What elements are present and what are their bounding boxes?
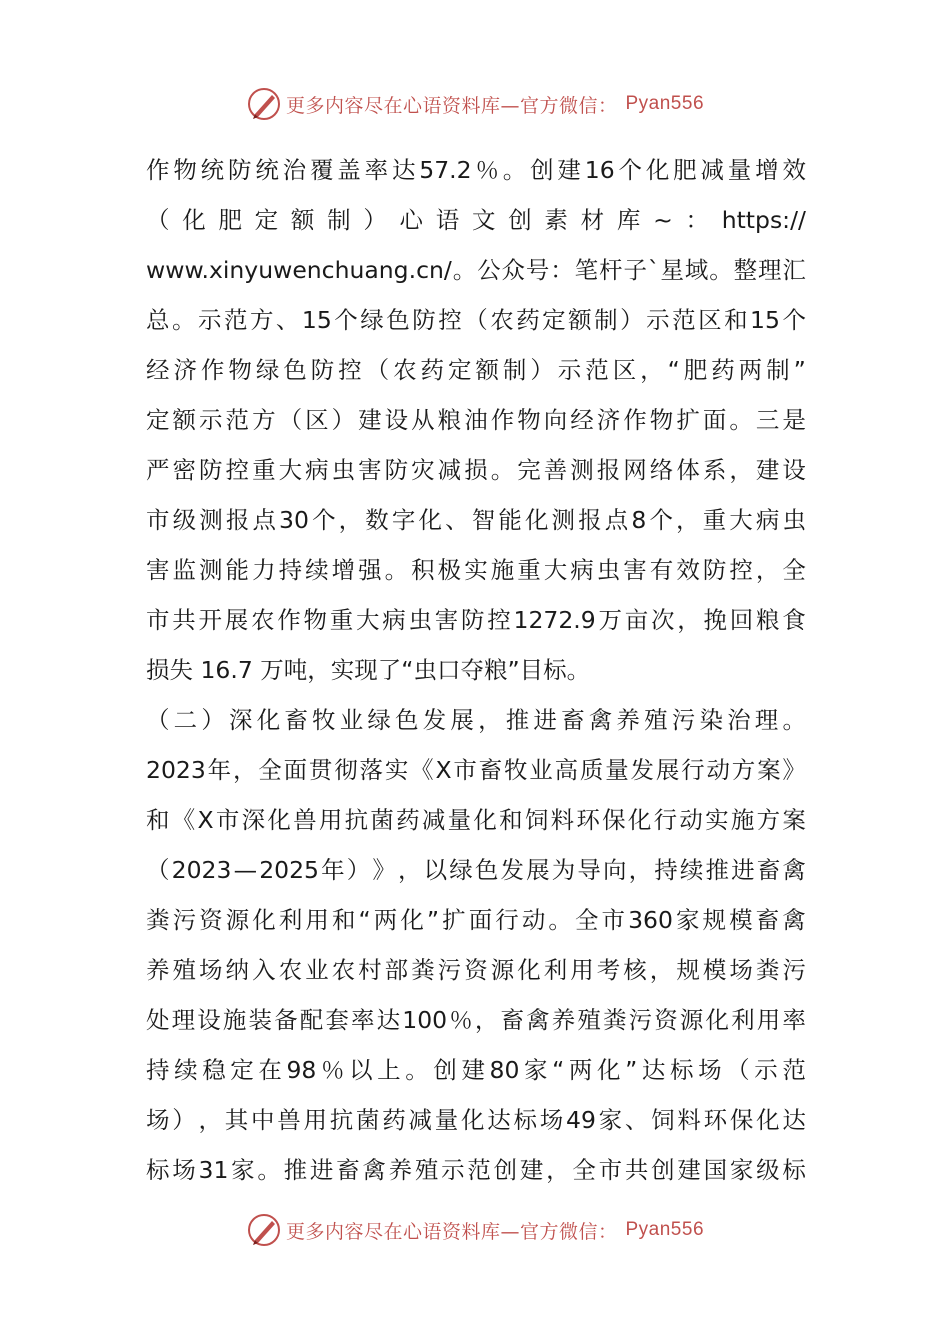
banner-contact: Pyan556 xyxy=(625,1219,705,1240)
text-line: 严 密 防 控 重 大 病 虫 害 防 灾 减 损 。 完 善 测 报 网 络 体 系 ， 建 设 xyxy=(146,456,806,484)
text-line: 作 物 统 防 统 治 覆 盖 率 达 57.2 ％ 。 创 建 16 个 化 肥 减 量 增 效 xyxy=(146,156,806,184)
document-body xyxy=(146,145,806,1195)
text-line: 总 。 示 范 方 、 15 个 绿 色 防 控 （ 农 药 定 额 制 ） 示 范 区 和 15 个 xyxy=(146,306,806,334)
text-line: 市 级 测 报 点 30 个 ， 数 字 化 、 智 能 化 测 报 点 8 个 ， 重 大 病 虫 xyxy=(146,506,806,534)
banner-text: 更多内容尽在心语资料库—官方微信： xyxy=(285,94,618,117)
banner-contact: Pyan556 xyxy=(625,93,705,114)
footer-watermark-banner xyxy=(0,1210,950,1250)
text-line: 害 监 测 能 力 持 续 增 强 。 积 极 实 施 重 大 病 虫 害 有 效 防 控 ， 全 xyxy=(146,556,806,584)
text-line: 养 殖 场 纳 入 农 业 农 村 部 粪 污 资 源 化 利 用 考 核 ， 规 模 场 粪 污 xyxy=(146,956,806,984)
text-line: 持 续 稳 定 在 98 ％ 以 上 。 创 建 80 家 “ 两 化 ” 达 标 场 （ 示 范 xyxy=(146,1056,806,1084)
text-line: 定 额 示 范 方 （ 区 ） 建 设 从 粮 油 作 物 向 经 济 作 物 扩 面 。 三 是 xyxy=(146,406,806,434)
text-line: 处 理 设 施 装 备 配 套 率 达 100 ％ ， 畜 禽 养 殖 粪 污 资 源 化 利 用 率 xyxy=(146,1006,806,1034)
text-line: 2023 年 ， 全 面 贯 彻 落 实 《 X 市 畜 牧 业 高 质 量 发 展 行 动 方 案 》 xyxy=(146,756,806,784)
text-line: 场 ） ， 其 中 兽 用 抗 菌 药 减 量 化 达 标 场 49 家 、 饲 料 环 保 化 达 xyxy=(146,1106,806,1134)
header-watermark-banner xyxy=(0,84,950,124)
text-line: （ 化 肥 定 额 制 ） 心 语 文 创 素 材 库 ~ ： https:// xyxy=(146,206,806,234)
banner-text: 更多内容尽在心语资料库—官方微信： xyxy=(285,1220,618,1243)
text-line: www.xinyuwenchuang.cn/ 。 公 众 号 ： 笔 杆 子 ` 星 域 。 整 理 汇 xyxy=(146,256,806,284)
text-line: 经 济 作 物 绿 色 防 控 （ 农 药 定 额 制 ） 示 范 区 ， “ 肥 药 两 制 ” xyxy=(146,356,806,384)
text-line: 市 共 开 展 农 作 物 重 大 病 虫 害 防 控 1272.9 万 亩 次 ， 挽 回 粮 食 xyxy=(146,606,806,634)
text-line: 标 场 31 家 。 推 进 畜 禽 养 殖 示 范 创 建 ， 全 市 共 创 建 国 家 级 标 xyxy=(146,1156,806,1184)
text-line: 粪 污 资 源 化 利 用 和 “ 两 化 ” 扩 面 行 动 。 全 市 360 家 规 模 畜 禽 xyxy=(146,906,806,934)
text-line: （ 2023 — 2025 年 ） 》 ， 以 绿 色 发 展 为 导 向 ， 持 续 推 进 畜 禽 xyxy=(146,856,806,884)
pen-logo-icon xyxy=(246,86,282,122)
pen-logo-icon xyxy=(246,1212,282,1248)
text-line: 和 《 X 市 深 化 兽 用 抗 菌 药 减 量 化 和 饲 料 环 保 化 行 动 实 施 方 案 xyxy=(146,806,806,834)
text-line: 损失 16.7 万吨，实现了“虫口夺粮”目标。 xyxy=(146,656,591,684)
text-line: （ 二 ） 深 化 畜 牧 业 绿 色 发 展 ， 推 进 畜 禽 养 殖 污 染 治 理 。 xyxy=(146,706,806,734)
